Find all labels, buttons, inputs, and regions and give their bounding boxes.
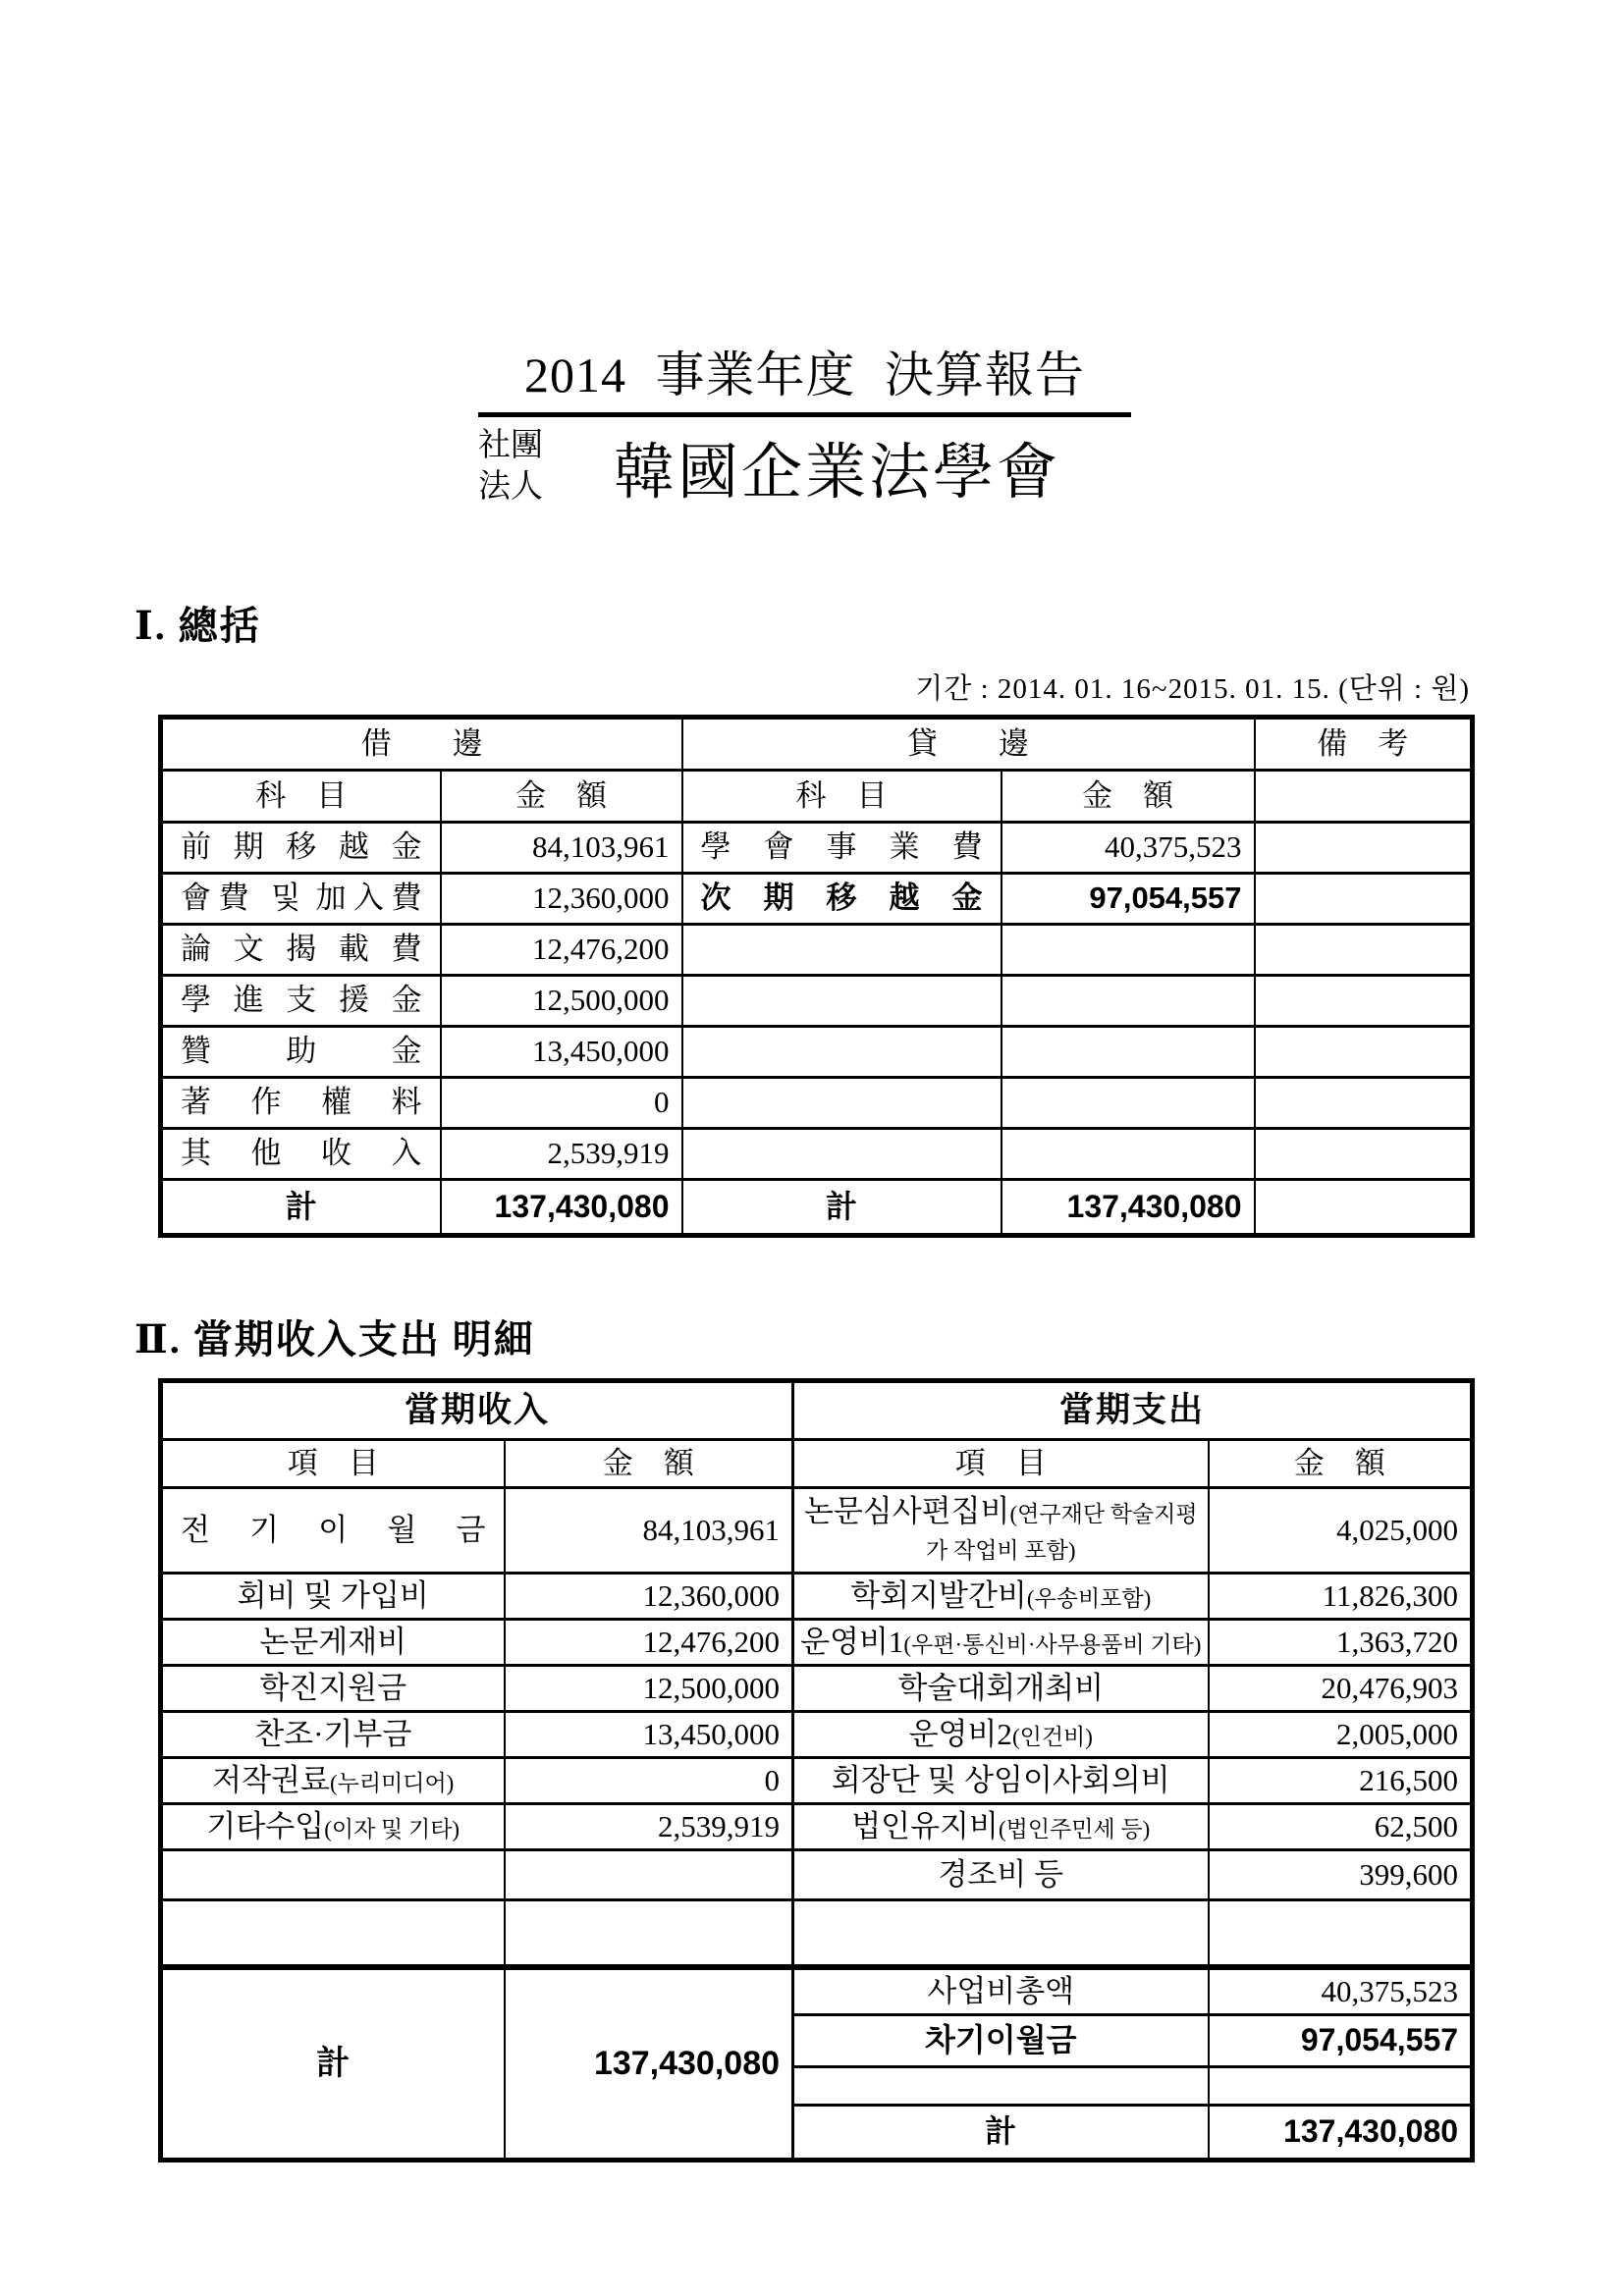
title-divider (478, 412, 1131, 417)
org-type (478, 426, 543, 507)
org-type-line1: 社團 (478, 428, 543, 464)
expense-item-note: (연구재단 학술지평가 작업비 포함) (926, 1502, 1198, 1563)
income-item-note: (이자 및 기타) (324, 1816, 460, 1842)
table-row (161, 976, 1473, 1027)
cell-remarks (1255, 1078, 1473, 1129)
cell-expense-summary-label: 차기이월금 (793, 2015, 1209, 2067)
expense-item-note: (우송비포함) (1026, 1585, 1152, 1611)
cell-debit-amount: 84,103,961 (441, 823, 682, 874)
org-name: 韓國企業法學會 (613, 440, 1060, 507)
cell-expense-summary-amount: 40,375,523 (1209, 1967, 1473, 2015)
cell-income-amount: 12,360,000 (505, 1574, 793, 1620)
cell-income-amount: 2,539,919 (505, 1804, 793, 1850)
cell-expense-item (793, 1758, 1209, 1804)
cell-expense-total-label: 計 (793, 2106, 1209, 2161)
expense-item-note: (우편·통신비·사무용품비 기타) (903, 1631, 1202, 1657)
table-row (161, 1850, 1473, 1900)
cell-credit-item: 次 期 移 越 金 (682, 874, 1001, 925)
cell-total-debit-amount: 137,430,080 (441, 1180, 682, 1236)
cell-expense-item (793, 1804, 1209, 1850)
income-item-text: 기타수입 (206, 1808, 325, 1843)
cell-remarks (1255, 874, 1473, 925)
cell-income-amount: 12,500,000 (505, 1666, 793, 1712)
cell-remarks (1255, 1129, 1473, 1180)
cell-expense-item (793, 1850, 1209, 1900)
table-row-summary (161, 1967, 1473, 2015)
income-item-note: (누리미디어) (329, 1770, 455, 1795)
cell-expense-amount: 62,500 (1209, 1804, 1473, 1850)
cell-remarks (1255, 1027, 1473, 1078)
table-row-empty (161, 1900, 1473, 1968)
table-row (161, 771, 1473, 823)
cell-expense-amount: 2,005,000 (1209, 1712, 1473, 1758)
income-item-text: 저작권료 (212, 1762, 330, 1797)
cell-expense-amount: 216,500 (1209, 1758, 1473, 1804)
expense-item-note: (인건비) (1011, 1724, 1093, 1749)
table-row (161, 1574, 1473, 1620)
org-line (478, 423, 1131, 510)
cell-credit-item (682, 976, 1001, 1027)
cell-total-label: 計 (682, 1180, 1001, 1236)
cell-debit-item: 會費 및 加入費 (161, 874, 441, 925)
header-debit-cell: 借 邊 (161, 718, 682, 771)
cell-credit-amount (1001, 1078, 1255, 1129)
expense-item-text: 법인유지비 (851, 1808, 999, 1843)
report-title: 2014 事業年度 決算報告 (524, 347, 1085, 402)
cell-income-item (161, 1850, 505, 1900)
cell-income-item: 찬조·기부금 (161, 1712, 505, 1758)
expense-item-text: 학술대회개최비 (897, 1670, 1105, 1705)
cell-expense-amount: 399,600 (1209, 1850, 1473, 1900)
header-amount-cell: 金 額 (1209, 1440, 1473, 1488)
cell-expense-item (793, 1574, 1209, 1620)
cell-remarks (1255, 823, 1473, 874)
cell-credit-item: 學 會 事 業 費 (682, 823, 1001, 874)
cell-income-item: 회비 및 가입비 (161, 1574, 505, 1620)
cell-debit-amount: 12,476,200 (441, 925, 682, 976)
cell-credit-amount (1001, 976, 1255, 1027)
table-row (161, 1381, 1473, 1440)
expense-item-text: 논문심사편집비 (803, 1494, 1010, 1529)
period-note: 기간 : 2014. 01. 16~2015. 01. 15. (단위 : 원) (915, 673, 1470, 705)
cell-total-label: 計 (161, 1180, 441, 1236)
table-row (161, 823, 1473, 874)
cell-expense-total-amount: 137,430,080 (1209, 2106, 1473, 2161)
cell-remarks (1255, 1180, 1473, 1236)
header-expense-cell: 當期支出 (793, 1381, 1473, 1440)
table-row (161, 1078, 1473, 1129)
header-item-cell: 項 目 (161, 1440, 505, 1488)
header-item-cell: 項 目 (793, 1440, 1209, 1488)
header-amount-cell: 金 額 (505, 1440, 793, 1488)
cell-debit-amount: 13,450,000 (441, 1027, 682, 1078)
cell-debit-item: 著 作 權 料 (161, 1078, 441, 1129)
header-item-cell: 科 目 (161, 771, 441, 823)
section2-heading: Ⅱ. 當期收入支出 明細 (135, 1317, 535, 1362)
cell-credit-amount (1001, 1129, 1255, 1180)
table-row (161, 1129, 1473, 1180)
cell-income-item: 학진지원금 (161, 1666, 505, 1712)
cell-income-item: 논문게재비 (161, 1620, 505, 1666)
cell-credit-item (682, 1078, 1001, 1129)
cell-debit-amount: 0 (441, 1078, 682, 1129)
table-row (161, 1620, 1473, 1666)
table-row (161, 1804, 1473, 1850)
expense-item-note: (법인주민세 등) (998, 1816, 1151, 1842)
header-income-cell: 當期收入 (161, 1381, 793, 1440)
cell-remarks (1255, 925, 1473, 976)
header-remarks-cell: 備 考 (1255, 718, 1473, 771)
report-header (478, 336, 1131, 510)
cell-expense-amount: 4,025,000 (1209, 1488, 1473, 1574)
header-item-cell: 科 目 (682, 771, 1001, 823)
cell-credit-amount (1001, 1027, 1255, 1078)
cell-debit-amount: 2,539,919 (441, 1129, 682, 1180)
header-remarks-empty-cell (1255, 771, 1473, 823)
table-row (161, 1440, 1473, 1488)
cell-credit-item (682, 1129, 1001, 1180)
table-row (161, 1027, 1473, 1078)
cell-debit-item: 其 他 收 入 (161, 1129, 441, 1180)
cell-debit-item: 前 期 移 越 金 (161, 823, 441, 874)
table-row (161, 1758, 1473, 1804)
table-row (161, 1488, 1473, 1574)
org-type-line2: 法人 (478, 468, 543, 505)
section1-heading: Ⅰ. 總括 (135, 604, 261, 648)
cell-income-amount: 0 (505, 1758, 793, 1804)
cell-credit-amount (1001, 925, 1255, 976)
summary-table (158, 715, 1475, 1238)
table-row (161, 874, 1473, 925)
cell-expense-amount: 20,476,903 (1209, 1666, 1473, 1712)
expense-item-text: 운영비1 (800, 1624, 904, 1659)
cell-income-amount: 12,476,200 (505, 1620, 793, 1666)
table-row (161, 925, 1473, 976)
cell-credit-amount: 40,375,523 (1001, 823, 1255, 874)
cell-credit-item (682, 1027, 1001, 1078)
cell-expense-amount: 1,363,720 (1209, 1620, 1473, 1666)
cell-credit-amount: 97,054,557 (1001, 874, 1255, 925)
header-amount-cell: 金 額 (1001, 771, 1255, 823)
cell-remarks (1255, 976, 1473, 1027)
cell-income-amount (505, 1850, 793, 1900)
cell-income-amount (505, 1900, 793, 1968)
cell-debit-item: 贊 助 金 (161, 1027, 441, 1078)
expense-item-text: 회장단 및 상임이사회의비 (831, 1762, 1170, 1797)
cell-total-credit-amount: 137,430,080 (1001, 1180, 1255, 1236)
cell-income-item (161, 1804, 505, 1850)
cell-income-item (161, 1900, 505, 1968)
cell-income-amount: 84,103,961 (505, 1488, 793, 1574)
cell-expense-item (793, 1712, 1209, 1758)
cell-income-total-amount: 137,430,080 (505, 1967, 793, 2161)
cell-expense-summary-label (793, 2067, 1209, 2106)
cell-debit-item: 論 文 揭 載 費 (161, 925, 441, 976)
expense-item-text: 학회지발간비 (850, 1577, 1027, 1613)
cell-debit-amount: 12,360,000 (441, 874, 682, 925)
cell-income-amount: 13,450,000 (505, 1712, 793, 1758)
cell-credit-item (682, 925, 1001, 976)
table-row (161, 718, 1473, 771)
table-row (161, 1712, 1473, 1758)
cell-expense-item (793, 1620, 1209, 1666)
cell-expense-item (793, 1666, 1209, 1712)
cell-expense-summary-amount: 97,054,557 (1209, 2015, 1473, 2067)
detail-table (158, 1378, 1475, 2163)
expense-item-text: 경조비 등 (938, 1856, 1064, 1892)
cell-income-item: 전 기 이 월 금 (161, 1488, 505, 1574)
expense-item-text: 운영비2 (908, 1716, 1012, 1751)
cell-expense-amount: 11,826,300 (1209, 1574, 1473, 1620)
cell-income-total-label: 計 (161, 1967, 505, 2161)
table-row-total (161, 1180, 1473, 1236)
header-amount-cell: 金 額 (441, 771, 682, 823)
cell-expense-amount (1209, 1900, 1473, 1968)
cell-expense-summary-amount (1209, 2067, 1473, 2106)
header-credit-cell: 貸 邊 (682, 718, 1255, 771)
cell-debit-amount: 12,500,000 (441, 976, 682, 1027)
cell-expense-summary-label: 사업비총액 (793, 1967, 1209, 2015)
cell-expense-item (793, 1488, 1209, 1574)
table-row (161, 1666, 1473, 1712)
cell-expense-item (793, 1900, 1209, 1968)
cell-debit-item: 學 進 支 援 金 (161, 976, 441, 1027)
cell-income-item (161, 1758, 505, 1804)
